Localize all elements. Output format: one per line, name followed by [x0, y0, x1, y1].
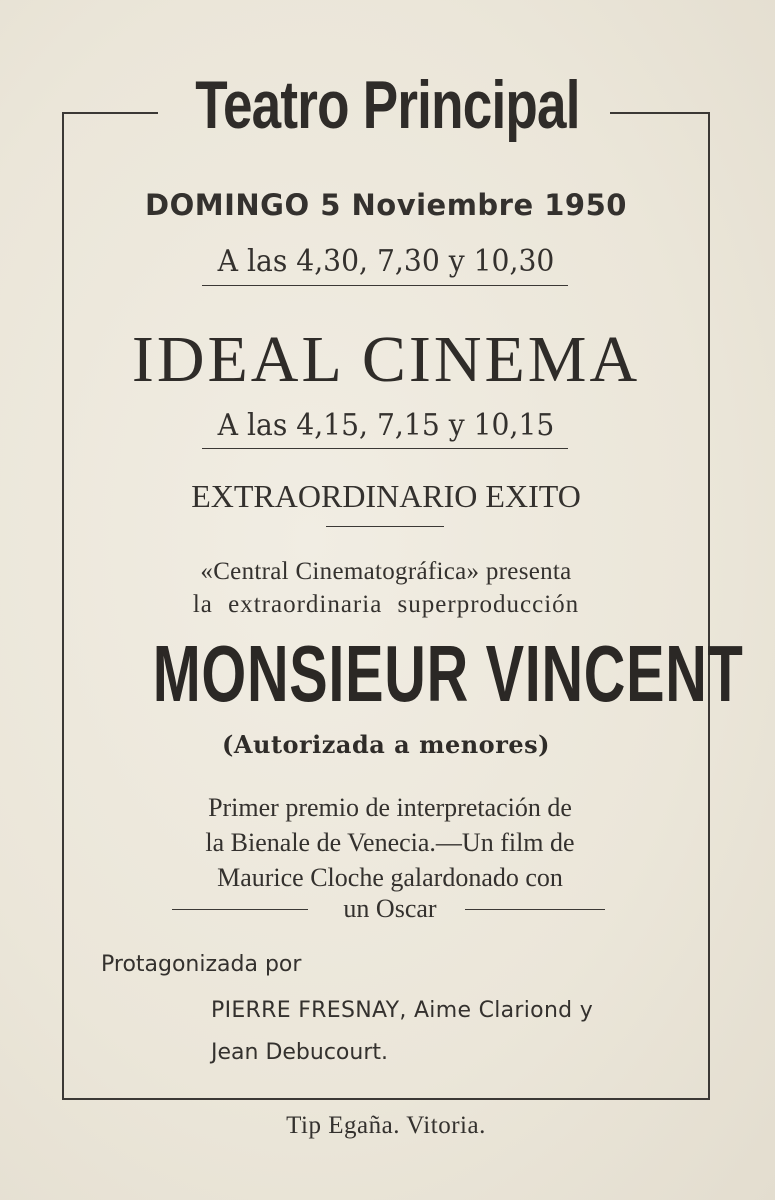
cinema-showtimes-underline	[202, 448, 568, 449]
showtimes-underline	[202, 285, 568, 286]
cinema-name: IDEAL CINEMA	[131, 323, 641, 396]
description-line: Primer premio de interpretación de	[208, 793, 572, 822]
cast-intro: Protagonizada por	[101, 952, 302, 977]
headline-divider	[326, 526, 444, 527]
cinema-showtimes: A las 4,15, 7,15 y 10,15	[217, 408, 555, 443]
production-line: la extraordinaria superproducción	[192, 591, 580, 618]
oscar-row	[170, 894, 610, 926]
show-date: DOMINGO 5 Noviembre 1950	[145, 188, 627, 222]
description-line: un Oscar	[343, 894, 437, 923]
description-line: Maurice Cloche galardonado con	[217, 863, 563, 892]
cast-line: PIERRE FRESNAY, Aime Clariond y	[211, 998, 594, 1023]
oscar-right-rule	[465, 909, 605, 910]
film-description	[170, 790, 610, 895]
film-title: MONSIEUR VINCENT	[152, 629, 744, 718]
theatre-title: Teatro Principal	[195, 67, 580, 143]
film-rating: (Autorizada a menores)	[222, 730, 550, 759]
theatre-showtimes: A las 4,30, 7,30 y 10,30	[217, 244, 555, 279]
description-line: la Bienale de Venecia.—Un film de	[205, 828, 575, 857]
printer-credit: Tip Egaña. Vitoria.	[286, 1112, 486, 1139]
presenter-line: «Central Cinematográfica» presenta	[200, 558, 572, 585]
cast-line: Jean Debucourt.	[211, 1040, 388, 1065]
headline: EXTRAORDINARIO EXITO	[191, 478, 581, 514]
